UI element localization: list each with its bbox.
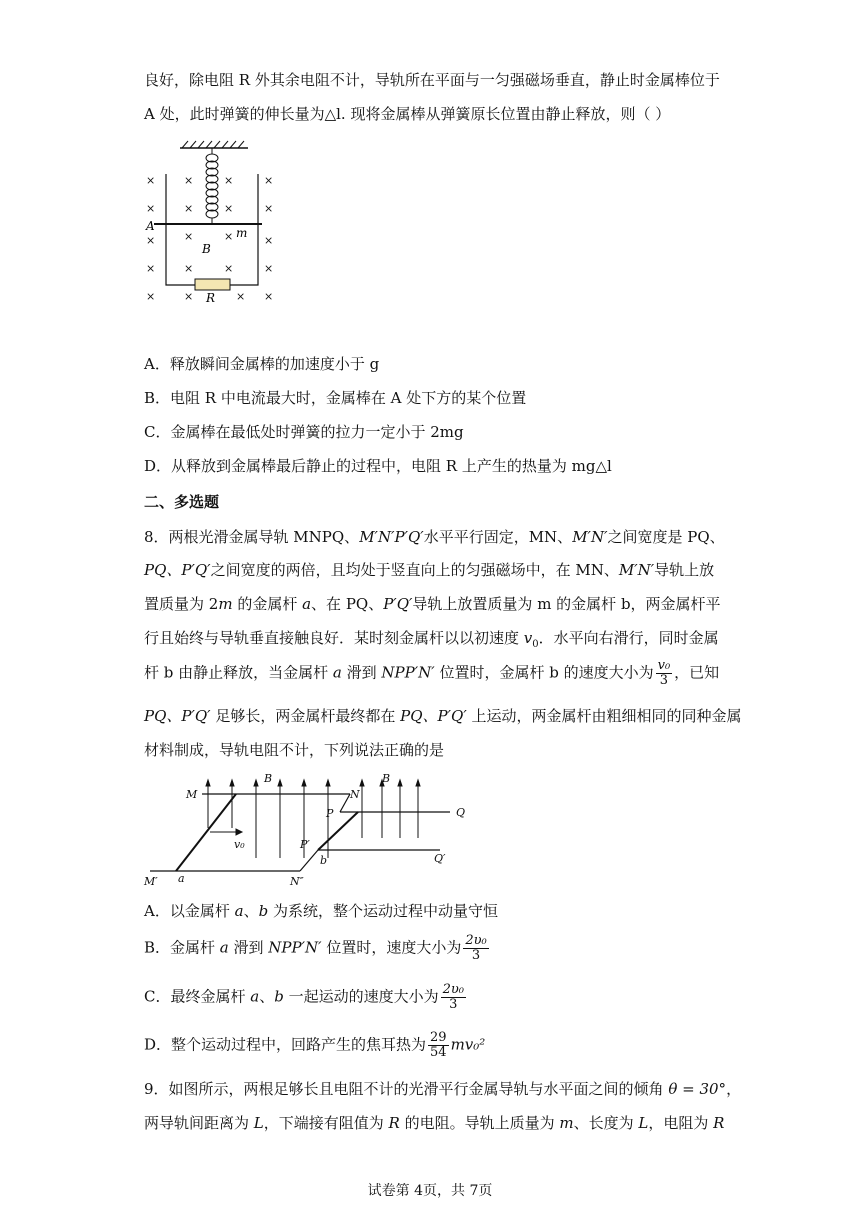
fig8-label-P: P: [326, 807, 334, 820]
svg-text:×: ×: [264, 290, 274, 303]
svg-text:×: ×: [264, 262, 274, 275]
fig8-label-B2: B: [382, 772, 391, 785]
q8-option-d: D．整个运动过程中，回路产生的焦耳热为 $\frac{29}{54}$ mv₀²: [144, 1030, 486, 1060]
fig8-label-v0: v₀: [234, 838, 245, 851]
svg-text:×: ×: [184, 202, 194, 215]
svg-text:×: ×: [184, 262, 194, 275]
q7-text-line1: 良好，除电阻 R 外其余电阻不计，导轨所在平面与一匀强磁场垂直，静止时金属棒位于: [144, 71, 720, 89]
fig8-label-M2: M′: [144, 875, 158, 888]
fig8-label-N: N: [350, 788, 360, 801]
fig8-label-Q2: Q′: [434, 852, 446, 865]
svg-text:×: ×: [146, 202, 156, 215]
svg-text:×: ×: [184, 290, 194, 303]
q8-line1: 8．两根光滑金属导轨 MNPQ、M′N′P′Q′水平平行固定，MN、M′N′之间宽度是 PQ、: [144, 528, 725, 546]
svg-text:×: ×: [146, 262, 156, 275]
svg-text:×: ×: [184, 230, 194, 243]
section-heading: 二、多选题: [144, 493, 220, 511]
svg-text:×: ×: [146, 174, 156, 187]
svg-text:×: ×: [264, 202, 274, 215]
q8-line5: 杆 b 由静止释放，当金属杆 a 滑到 NPP′N′ 位置时，金属杆 b 的速度大小为 $\frac{\text{v₀}}{3}$ ，已知: [144, 658, 720, 688]
q8-line4: 行且始终与导轨垂直接触良好．某时刻金属杆以以初速度 $v_0$．水平向右滑行，同时金属: [144, 629, 719, 650]
fig8-label-P2: P′: [300, 838, 310, 851]
fig8-label-N2: N″: [290, 875, 304, 888]
svg-text:×: ×: [264, 174, 274, 187]
spring: [206, 148, 218, 224]
svg-text:×: ×: [146, 234, 156, 247]
q9-line2: 两导轨间距离为 L，下端接有阻值为 R 的电阻。导轨上质量为 m、长度为 L，电阻为 R: [144, 1114, 725, 1132]
svg-text:×: ×: [264, 234, 274, 247]
svg-text:×: ×: [236, 290, 246, 303]
fig8-label-a: a: [178, 872, 185, 885]
q8-line6: PQ、P′Q′ 足够长，两金属杆最终都在 PQ、P′Q′ 上运动，两金属杆由粗细相同的同种金属: [144, 707, 742, 725]
q7-option-b: B．电阻 R 中电流最大时，金属棒在 A 处下方的某个位置: [144, 389, 527, 407]
fig-label-m: m: [236, 226, 248, 240]
q8-line7: 材料制成，导轨电阻不计，下列说法正确的是: [144, 741, 445, 759]
q8-line2: PQ、P′Q′之间宽度的两倍，且均处于竖直向上的匀强磁场中，在 MN、M′N′导轨上放: [144, 561, 715, 579]
svg-text:×: ×: [184, 174, 194, 187]
svg-text:×: ×: [224, 174, 234, 187]
svg-text:×: ×: [224, 202, 234, 215]
fig-label-B: B: [202, 242, 211, 256]
q8-figure: [140, 772, 480, 890]
svg-text:×: ×: [224, 262, 234, 275]
svg-text:×: ×: [224, 230, 234, 243]
q7-text-line2: A 处，此时弹簧的伸长量为△l. 现将金属棒从弹簧原长位置由静止释放，则（ ）: [144, 105, 671, 123]
q8-option-b: B．金属杆 a 滑到 NPP′N′ 位置时，速度大小为 $\frac{\text{2υ₀}}{3}$: [144, 933, 487, 963]
q8-line3: 置质量为 2m 的金属杆 a、在 PQ、P′Q′导轨上放置质量为 m 的金属杆 b，两金属杆平: [144, 595, 721, 613]
fig8-label-b: b: [320, 854, 328, 867]
q9-line1: 9．如图所示，两根足够长且电阻不计的光滑平行金属导轨与水平面之间的倾角 θ = 30°，: [144, 1080, 742, 1098]
fraction-v0-over-3: $\frac{\text{v₀}}{3}$: [657, 658, 671, 688]
q7-figure: [140, 140, 280, 310]
fig8-label-M: M: [186, 788, 198, 801]
q7-option-c: C．金属棒在最低处时弹簧的拉力一定小于 2mg: [144, 423, 464, 441]
fig-label-A: A: [146, 219, 155, 233]
q7-option-a: A．释放瞬间金属棒的加速度小于 g: [144, 355, 380, 373]
fig8-label-Q: Q: [456, 806, 466, 819]
q8-option-a: A．以金属杆 a、b 为系统，整个运动过程中动量守恒: [144, 902, 498, 920]
q8-option-c: C．最终金属杆 a、b 一起运动的速度大小为 $\frac{\text{2υ₀}}{3}$: [144, 982, 464, 1012]
velocity-arrow: [210, 829, 242, 835]
fig8-label-B1: B: [264, 772, 273, 785]
svg-text:×: ×: [146, 290, 156, 303]
page-footer: 试卷第 4页，共 7页: [367, 1183, 493, 1199]
fig-label-R: R: [206, 291, 216, 305]
q7-option-d: D．从释放到金属棒最后静止的过程中，电阻 R 上产生的热量为 mg△l: [144, 457, 612, 475]
resistor: [195, 279, 230, 290]
